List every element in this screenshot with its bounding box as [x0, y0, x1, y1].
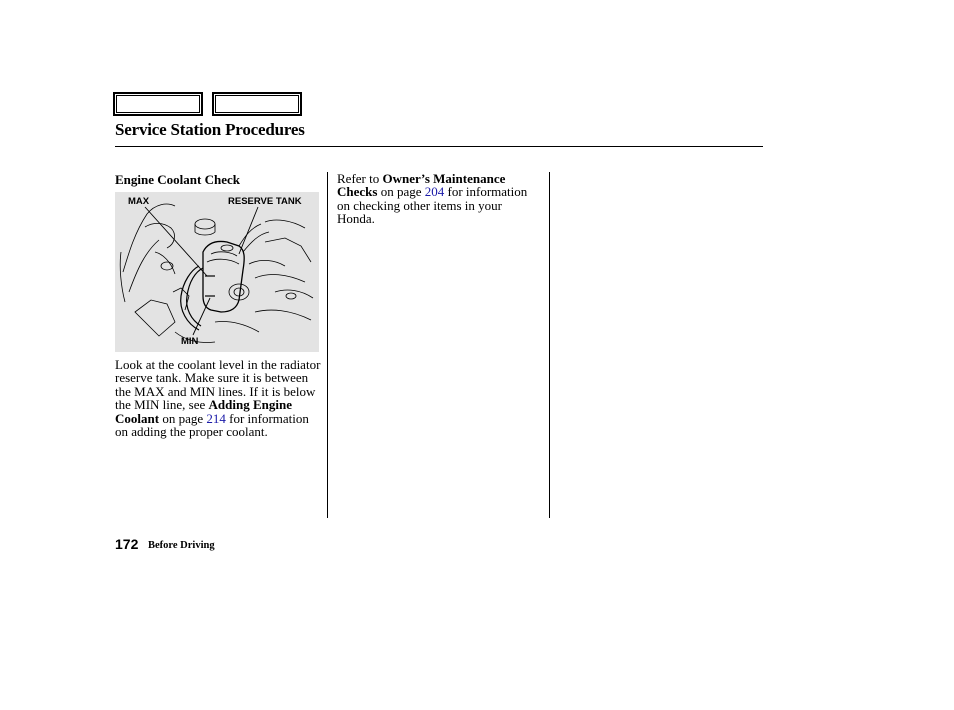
title-divider [115, 146, 763, 147]
coolant-check-instructions [115, 358, 323, 438]
footer-section-name: Before Driving [148, 540, 215, 551]
instruction-text: Look at the coolant level in the radiator reserve tank. Make sure it is between the MAX and MIN lines. If it is below the MIN line, see [115, 357, 321, 413]
maintenance-checks-reference [337, 172, 543, 226]
reserve-tank-label: RESERVE TANK [228, 196, 302, 207]
engine-bay-drawing [115, 192, 319, 352]
page-214-link[interactable]: 214 [206, 410, 226, 426]
column-divider-2 [549, 172, 550, 518]
adding-coolant-reference: Adding Engine Coolant [115, 397, 292, 426]
page-title: Service Station Procedures [115, 120, 305, 139]
section-heading: Engine Coolant Check [115, 172, 240, 187]
coolant-reserve-tank-illustration [115, 192, 319, 352]
max-label: MAX [128, 196, 150, 207]
next-page-button[interactable] [212, 92, 302, 116]
instruction-text-page: on page [159, 410, 207, 426]
page-number: 172 [115, 536, 139, 552]
reference-text: Refer to [337, 171, 383, 186]
instruction-text-end: for information on adding the proper coolant. [115, 410, 309, 440]
page-204-link[interactable]: 204 [424, 184, 445, 200]
reference-text-end: for information on checking other items in your Honda. [337, 184, 528, 227]
owners-maintenance-checks-reference: Owner’s Maintenance Checks [337, 171, 506, 200]
min-label: MIN [181, 336, 199, 347]
column-divider-1 [327, 172, 328, 518]
reference-text-page: on page [377, 184, 425, 200]
previous-page-button[interactable] [113, 92, 203, 116]
